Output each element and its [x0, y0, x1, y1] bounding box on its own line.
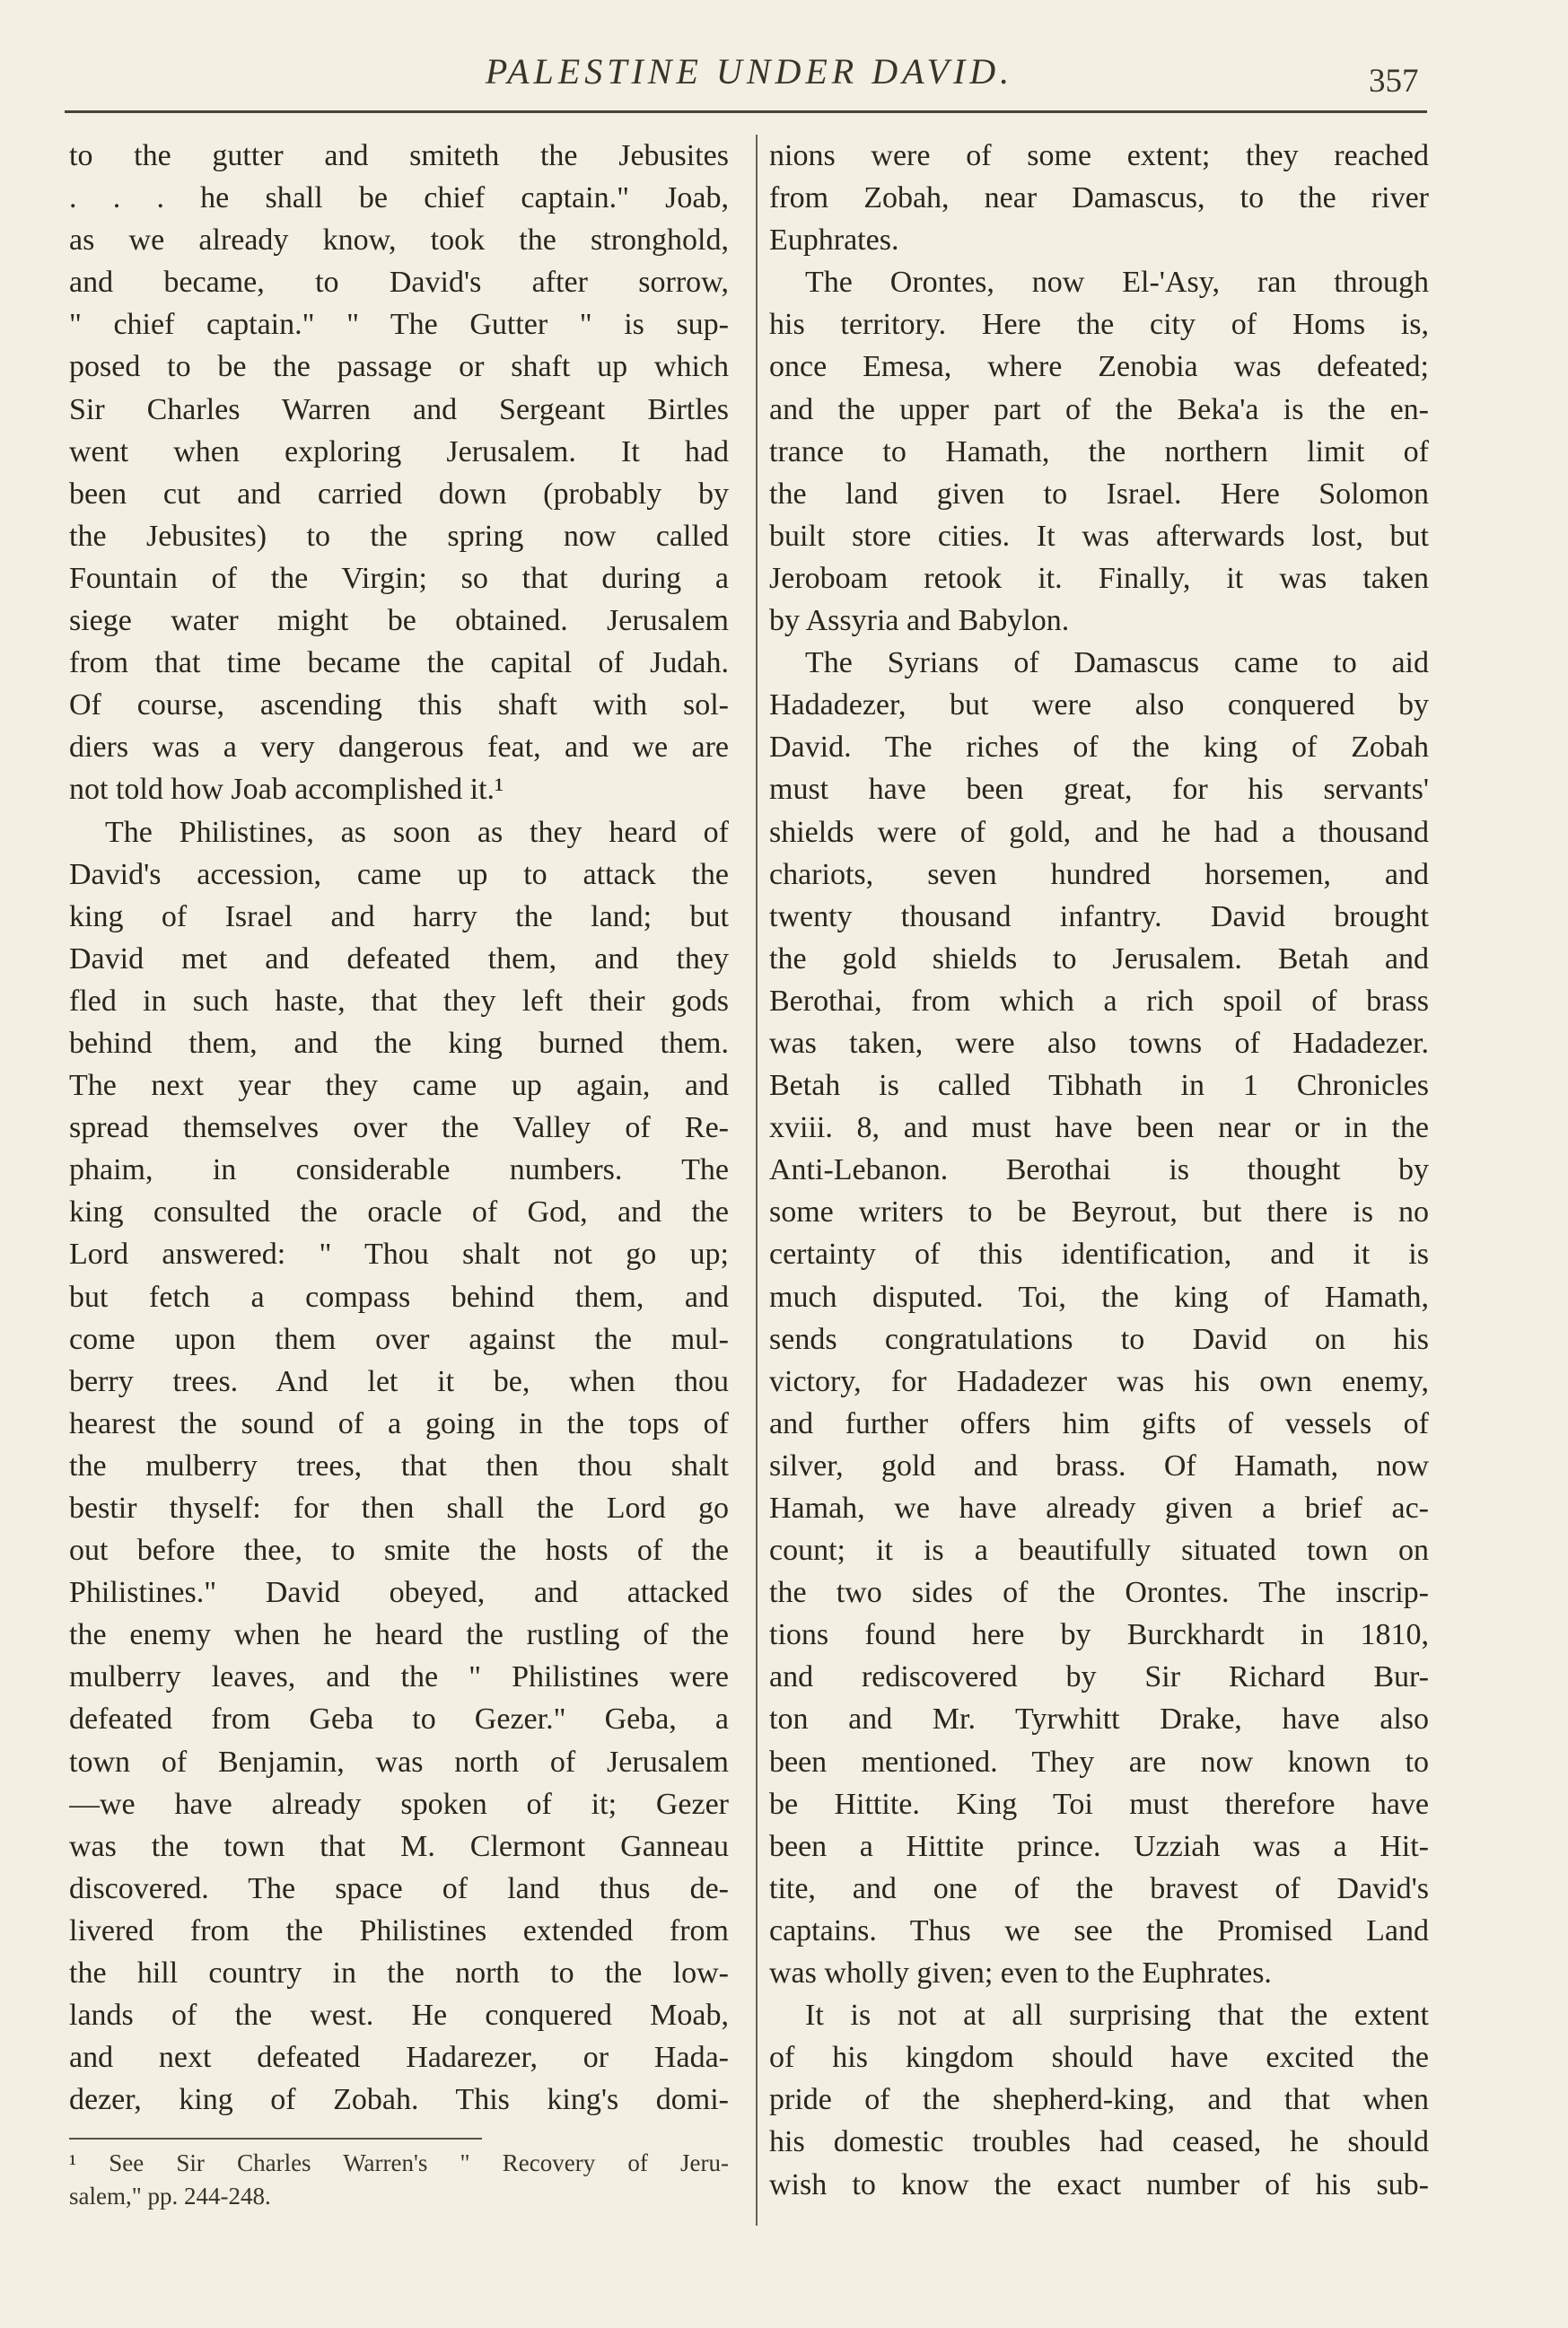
text-line: xviii. 8, and must have been near or in the — [769, 1111, 1429, 1145]
text-line: Anti-Lebanon. Berothai is thought by — [769, 1153, 1429, 1187]
text-line: Philistines." David obeyed, and attacked — [69, 1576, 729, 1610]
text-line: " chief captain." " The Gutter " is sup- — [69, 308, 729, 342]
text-line: hearest the sound of a going in the tops of — [69, 1406, 729, 1440]
text-line: wish to know the exact number of his sub- — [769, 2167, 1429, 2201]
text-line: come upon them over against the mul- — [69, 1322, 729, 1356]
text-line: ¹ See Sir Charles Warren's " Recovery of Jeru- — [69, 2149, 729, 2176]
text-line: David's accession, came up to attack the — [69, 857, 729, 891]
text-line: Fountain of the Virgin; so that during a — [69, 561, 729, 595]
left-column — [69, 135, 729, 2121]
text-line: discovered. The space of land thus de- — [69, 1871, 729, 1905]
text-line: diers was a very dangerous feat, and we are — [69, 731, 729, 765]
text-line: It is not at all surprising that the extent — [805, 1999, 1429, 2033]
text-line: town of Benjamin, was north of Jerusalem — [69, 1745, 729, 1779]
text-line: the Jebusites) to the spring now called — [69, 519, 729, 553]
text-line: salem," pp. 244-248. — [69, 2183, 271, 2210]
text-line: fled in such haste, that they left their gods — [69, 984, 729, 1018]
text-line: and the upper part of the Beka'a is the en- — [769, 392, 1429, 426]
text-line: silver, gold and brass. Of Hamath, now — [769, 1448, 1429, 1483]
text-line: The next year they came up again, and — [69, 1069, 729, 1103]
text-line: The Philistines, as soon as they heard of — [105, 815, 729, 849]
text-line: Euphrates. — [769, 223, 899, 258]
text-line: count; it is a beautifully situated town on — [769, 1534, 1429, 1568]
text-line: trance to Hamath, the northern limit of — [769, 434, 1429, 468]
text-line: berry trees. And let it be, when thou — [69, 1364, 729, 1398]
text-line: went when exploring Jerusalem. It had — [69, 434, 729, 468]
text-line: posed to be the passage or shaft up which — [69, 350, 729, 384]
text-line: David. The riches of the king of Zobah — [769, 731, 1429, 765]
text-line: defeated from Geba to Gezer." Geba, a — [69, 1702, 729, 1737]
text-line: lands of the west. He conquered Moab, — [69, 1999, 729, 2033]
text-line: bestir thyself: for then shall the Lord go — [69, 1492, 729, 1525]
text-line: spread themselves over the Valley of Re- — [69, 1111, 729, 1145]
text-line: as we already know, took the stronghold, — [69, 223, 729, 258]
text-line: and next defeated Hadarezer, or Hada- — [69, 2041, 729, 2075]
running-title: PALESTINE UNDER DAVID. — [485, 51, 1014, 92]
text-line: and became, to David's after sorrow, — [69, 266, 729, 300]
text-line: pride of the shepherd-king, and that when — [769, 2083, 1429, 2117]
text-line: king consulted the oracle of God, and the — [69, 1195, 729, 1230]
text-line: and rediscovered by Sir Richard Bur- — [769, 1660, 1429, 1694]
footnote-rule — [69, 2138, 482, 2140]
text-line: nions were of some extent; they reached — [769, 139, 1429, 172]
text-line: once Emesa, where Zenobia was defeated; — [769, 350, 1429, 384]
text-line: been mentioned. They are now known to — [769, 1745, 1429, 1779]
text-line: not told how Joab accomplished it.¹ — [69, 773, 504, 807]
text-line: been a Hittite prince. Uzziah was a Hit- — [769, 1829, 1429, 1863]
right-column — [769, 135, 1429, 2206]
text-line: Hadadezer, but were also conquered by — [769, 688, 1429, 722]
text-line: Lord answered: " Thou shalt not go up; — [69, 1238, 729, 1272]
text-line: the mulberry trees, that then thou shalt — [69, 1448, 729, 1483]
text-line: the gold shields to Jerusalem. Betah and — [769, 941, 1429, 976]
text-line: —we have already spoken of it; Gezer — [69, 1787, 729, 1821]
text-line: Jeroboam retook it. Finally, it was taken — [769, 561, 1429, 595]
text-line: the enemy when he heard the rustling of the — [69, 1618, 729, 1652]
running-head — [0, 47, 1568, 109]
text-line: out before thee, to smite the hosts of the — [69, 1534, 729, 1568]
text-line: chariots, seven hundred horsemen, and — [769, 857, 1429, 891]
text-line: phaim, in considerable numbers. The — [69, 1153, 729, 1187]
text-line: and further offers him gifts of vessels of — [769, 1406, 1429, 1440]
text-line: to the gutter and smiteth the Jebusites — [69, 139, 729, 172]
text-line: Berothai, from which a rich spoil of brass — [769, 984, 1429, 1018]
header-rule — [65, 110, 1427, 113]
text-line: king of Israel and harry the land; but — [69, 899, 729, 933]
text-line: his domestic troubles had ceased, he should — [769, 2125, 1429, 2159]
text-line: by Assyria and Babylon. — [769, 604, 1070, 638]
text-line: captains. Thus we see the Promised Land — [769, 1913, 1429, 1947]
text-line: . . . he shall be chief captain." Joab, — [69, 181, 729, 215]
text-line: behind them, and the king burned them. — [69, 1026, 729, 1060]
text-line: tions found here by Burckhardt in 1810, — [769, 1618, 1429, 1652]
text-line: was wholly given; even to the Euphrates. — [769, 1956, 1272, 1991]
footnote — [69, 2147, 729, 2213]
text-line: but fetch a compass behind them, and — [69, 1280, 729, 1314]
text-line: Betah is called Tibhath in 1 Chronicles — [769, 1069, 1429, 1103]
text-line: sends congratulations to David on his — [769, 1322, 1429, 1356]
text-line: some writers to be Beyrout, but there is no — [769, 1195, 1429, 1230]
text-line: shields were of gold, and he had a thousand — [769, 815, 1429, 849]
text-line: victory, for Hadadezer was his own enemy, — [769, 1364, 1429, 1398]
text-line: certainty of this identification, and it is — [769, 1238, 1429, 1272]
text-line: be Hittite. King Toi must therefore have — [769, 1787, 1429, 1821]
text-line: the hill country in the north to the low- — [69, 1956, 729, 1991]
text-line: from that time became the capital of Judah. — [69, 646, 729, 680]
text-line: Sir Charles Warren and Sergeant Birtles — [69, 392, 729, 426]
text-line: livered from the Philistines extended from — [69, 1913, 729, 1947]
text-line: much disputed. Toi, the king of Hamath, — [769, 1280, 1429, 1314]
text-line: Hamah, we have already given a brief ac- — [769, 1492, 1429, 1525]
text-line: must have been great, for his servants' — [769, 773, 1429, 807]
text-line: dezer, king of Zobah. This king's domi- — [69, 2083, 729, 2117]
text-line: The Syrians of Damascus came to aid — [805, 646, 1429, 680]
text-line: ton and Mr. Tyrwhitt Drake, have also — [769, 1702, 1429, 1737]
text-line: mulberry leaves, and the " Philistines were — [69, 1660, 729, 1694]
text-line: his territory. Here the city of Homs is, — [769, 308, 1429, 342]
text-line: tite, and one of the bravest of David's — [769, 1871, 1429, 1905]
page-number: 357 — [1369, 63, 1419, 100]
text-line: Of course, ascending this shaft with sol- — [69, 688, 729, 722]
text-line: built store cities. It was afterwards lost, but — [769, 519, 1429, 553]
text-line: was taken, were also towns of Hadadezer. — [769, 1026, 1429, 1060]
text-line: The Orontes, now El-'Asy, ran through — [805, 266, 1429, 300]
text-line: the land given to Israel. Here Solomon — [769, 477, 1429, 511]
text-line: from Zobah, near Damascus, to the river — [769, 181, 1429, 215]
text-line: been cut and carried down (probably by — [69, 477, 729, 511]
text-line: was the town that M. Clermont Ganneau — [69, 1829, 729, 1863]
column-divider — [756, 135, 758, 2226]
text-line: David met and defeated them, and they — [69, 941, 729, 976]
text-line: the two sides of the Orontes. The inscrip- — [769, 1576, 1429, 1610]
text-line: of his kingdom should have excited the — [769, 2041, 1429, 2075]
text-line: twenty thousand infantry. David brought — [769, 899, 1429, 933]
text-line: siege water might be obtained. Jerusalem — [69, 604, 729, 638]
